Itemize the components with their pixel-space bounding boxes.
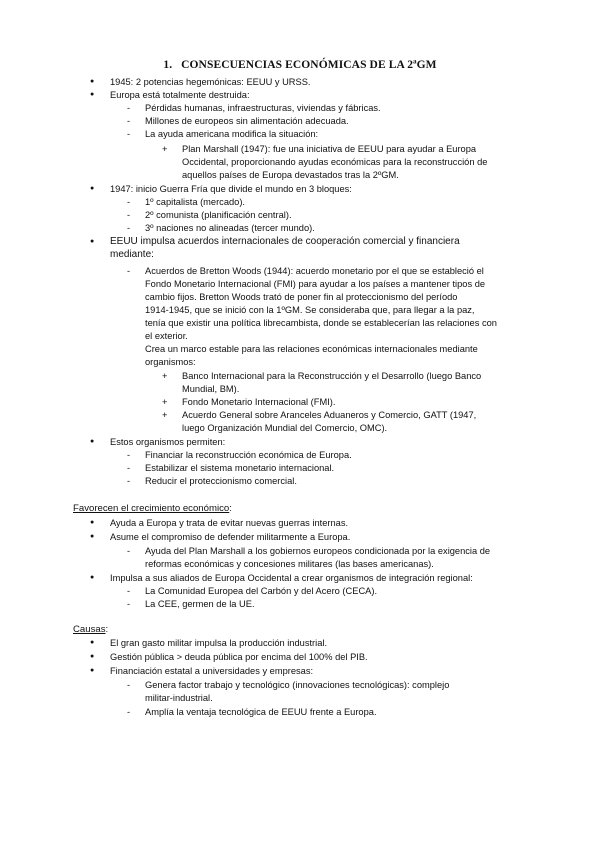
bullet-eeuu-impulsa: ● EEUU impulsa acuerdos internacionales de cooperación comercial y financiera	[110, 236, 460, 248]
org-banco-line-2: Mundial, BM).	[182, 384, 240, 394]
list-item: - Millones de europeos sin alimentación adecuada.	[145, 115, 349, 127]
bullet-organismos-permiten: ● Estos organismos permiten:	[110, 436, 225, 448]
genera-factor-line-2: militar-industrial.	[145, 693, 213, 703]
heading-text: Favorecen el crecimiento económico	[73, 503, 230, 514]
bullet-gasto-militar: ● El gran gasto militar impulsa la producción industrial.	[110, 637, 327, 649]
page-title: 1. CONSECUENCIAS ECONÓMICAS DE LA 2ªGM	[163, 59, 437, 71]
bullet-integracion-regional: ● Impulsa a sus aliados de Europa Occidental a crear organismos de integración regional:	[110, 572, 473, 584]
list-item: - La Comunidad Europea del Carbón y del Acero (CECA).	[145, 585, 377, 597]
org-banco-line-1: + Banco Internacional para la Reconstrucción y el Desarrollo (luego Banco	[182, 370, 481, 382]
section-heading-crecimiento	[73, 503, 232, 515]
heading-text: Causas	[73, 624, 106, 635]
heading-colon: :	[229, 503, 232, 514]
bullet-eeuu-impulsa-cont: mediante:	[110, 249, 154, 260]
bretton-line-2: Fondo Monetario Internacional (FMI) para ayudar a los países a mantener tipos de	[145, 279, 486, 289]
plan-marshall-line-1: + Plan Marshall (1947): fue una iniciativa de EEUU para ayudar a Europa	[182, 143, 476, 155]
bretton-line-1: - Acuerdos de Bretton Woods (1944): acuerdo monetario por el que se estableció el	[145, 265, 484, 277]
bretton-line-6: el exterior.	[145, 331, 188, 341]
bullet-compromiso: ● Asume el compromiso de defender militarmente a Europa.	[110, 531, 350, 543]
bretton-line-4: 1914-1945, que se inició con la 1ºGM. Se consideraba que, para llegar a la paz,	[145, 305, 475, 315]
section-heading-causas	[73, 624, 108, 636]
bullet-ayuda-europa: ● Ayuda a Europa y trata de evitar nuevas guerras internas.	[110, 517, 348, 529]
list-item: - Amplía la ventaja tecnológica de EEUU frente a Europa.	[145, 706, 377, 718]
org-fmi: + Fondo Monetario Internacional (FMI).	[182, 396, 335, 408]
list-item: - La CEE, germen de la UE.	[145, 598, 255, 610]
bretton-line-5: tenía que existir una política librecambista, donde se establecerían las relaciones con	[145, 318, 497, 328]
bullet-1945: ● 1945: 2 potencias hegemónicas: EEUU y URSS.	[110, 76, 311, 88]
heading-colon: :	[105, 624, 109, 635]
list-item: - Pérdidas humanas, infraestructuras, viviendas y fábricas.	[145, 102, 381, 114]
list-item: - Reducir el proteccionismo comercial.	[145, 475, 297, 487]
list-item: - Estabilizar el sistema monetario internacional.	[145, 462, 334, 474]
org-gatt-line-1: + Acuerdo General sobre Aranceles Aduaneros y Comercio, GATT (1947,	[182, 409, 476, 421]
list-item: - 2º comunista (planificación central).	[145, 209, 292, 221]
genera-factor-line-1: - Genera factor trabajo y tecnológico (innovaciones tecnológicas): complejo	[145, 679, 449, 691]
bretton-line-3: cambio fijos. Bretton Woods trató de poner fin al proteccionismo del período	[145, 292, 458, 302]
list-item: - La ayuda americana modifica la situación:	[145, 128, 318, 140]
plan-marshall-line-2: Occidental, proporcionando ayudas económicas para la reconstrucción de	[182, 157, 488, 167]
list-item: - Financiar la reconstrucción económica de Europa.	[145, 449, 352, 461]
plan-marshall-line-3: aquellos países de Europa devastados tras la 2ºGM.	[182, 170, 399, 180]
bullet-guerra-fria: ● 1947: inicio Guerra Fría que divide el mundo en 3 bloques:	[110, 183, 352, 195]
marshall-condicionada-line-2: reformas económicas y concesiones militares (las bases americanas).	[145, 559, 434, 569]
bullet-europa-destruida: ● Europa está totalmente destruida:	[110, 89, 250, 101]
bretton-line-7: Crea un marco estable para las relaciones económicas internacionales mediante	[145, 344, 478, 354]
list-item: - 1º capitalista (mercado).	[145, 196, 245, 208]
bullet-gestion-publica: ● Gestión pública > deuda pública por encima del 100% del PIB.	[110, 651, 368, 663]
marshall-condicionada-line-1: - Ayuda del Plan Marshall a los gobiernos europeos condicionada por la exigencia de	[145, 545, 490, 557]
org-gatt-line-2: luego Organización Mundial del Comercio, OMC).	[182, 423, 388, 433]
list-item: - 3º naciones no alineadas (tercer mundo).	[145, 222, 315, 234]
bullet-financiacion: ● Financiación estatal a universidades y empresas:	[110, 665, 313, 677]
bretton-line-8: organismos:	[145, 357, 196, 367]
